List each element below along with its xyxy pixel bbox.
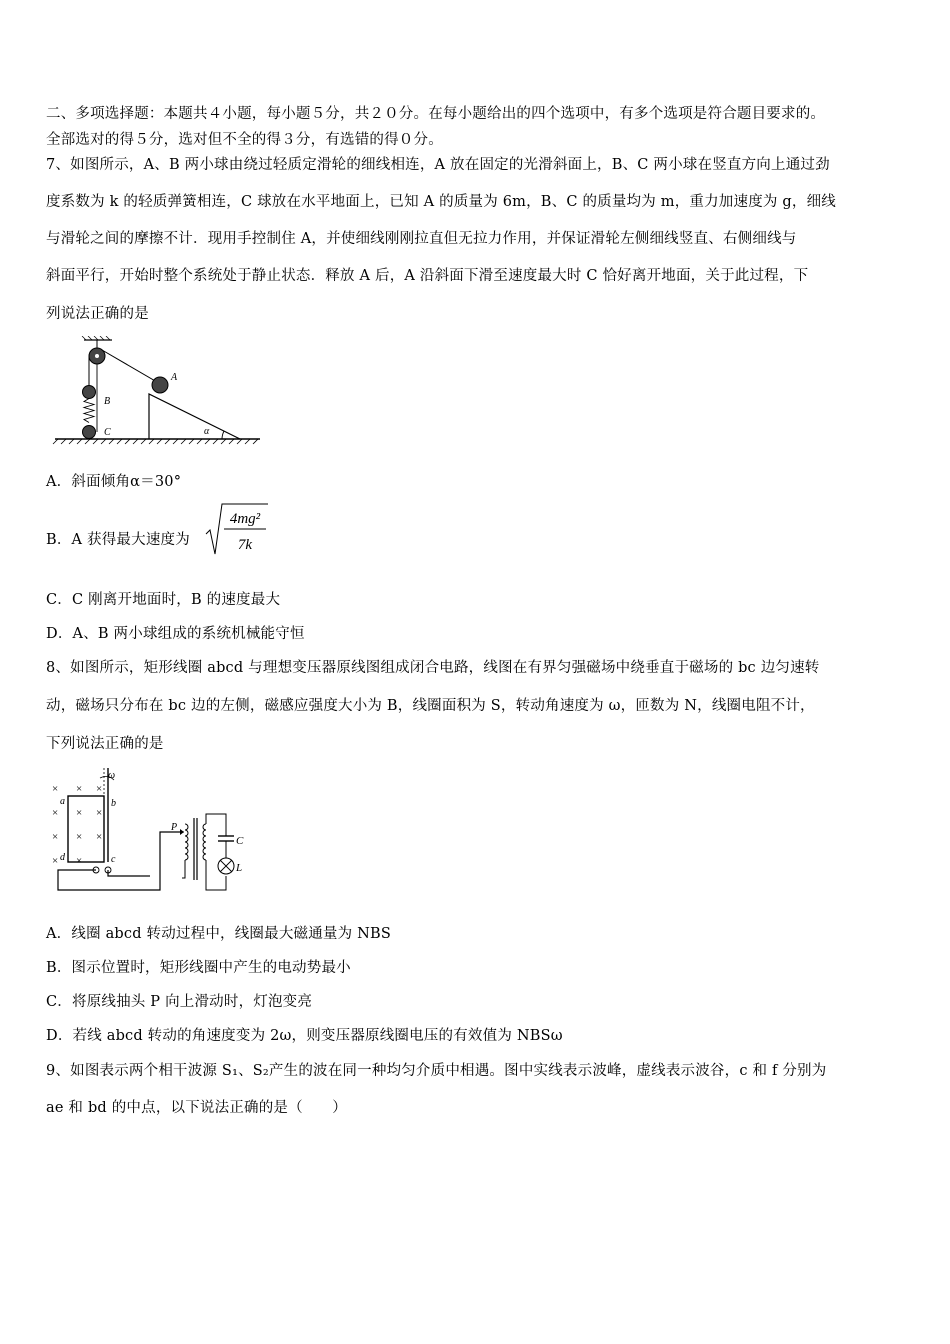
q7-option-b-sqrt-formula (204, 500, 270, 558)
alpha-label: α (204, 426, 210, 437)
formula-denominator: 7k (237, 537, 253, 553)
section-instruction-line-1: 二、多项选择题：本题共４小题，每小题５分，共２０分。在每小题给出的四个选项中，有多个选项是符合题目要求的。 (46, 106, 826, 122)
incline-pulley-figure (50, 336, 265, 448)
svg-text:×: × (76, 855, 83, 867)
corner-b-label: b (111, 798, 116, 809)
q7-option-a: A．斜面倾角α＝30° (46, 474, 182, 490)
q8-option-c: C．将原线抽头 P 向上滑动时，灯泡变亮 (46, 994, 313, 1010)
q8-text-line: 8、如图所示，矩形线圈 abcd 与理想变压器原线图组成闭合电路，线图在有界匀强磁场中绕垂直于磁场的 bc 边匀速转 (46, 660, 820, 676)
corner-c-label: c (111, 854, 116, 865)
q7-text-line: 度系数为 k 的轻质弹簧相连，C 球放在水平地面上，已知 A 的质量为 6m，B、C 的质量均为 m，重力加速度为 g，细线 (46, 194, 836, 210)
spring (84, 399, 94, 423)
svg-text:×: × (96, 783, 103, 795)
q7-option-c: C．C 刚离开地面时，B 的速度最大 (46, 592, 281, 608)
q7-text-line: 斜面平行，开始时整个系统处于静止状态．释放 A 后，A 沿斜面下滑至速度最大时 C 恰好离开地面，关于此过程，下 (46, 268, 809, 284)
svg-text:×: × (96, 831, 103, 843)
q8-text-line: 下列说法正确的是 (46, 736, 164, 752)
tap-p-label: P (171, 822, 178, 833)
ball-a-label: A (171, 372, 178, 383)
q8-option-a: A．线圈 abcd 转动过程中，线圈最大磁通量为 NBS (46, 926, 392, 942)
ball-c-label: C (104, 427, 111, 438)
corner-d-label: d (60, 852, 65, 863)
corner-a-label: a (60, 796, 65, 807)
svg-text:×: × (52, 783, 59, 795)
ball-b-label: B (104, 396, 111, 407)
q9-text-line: ae 和 bd 的中点，以下说法正确的是（ ） (46, 1100, 347, 1116)
capacitor-label: C (236, 835, 244, 847)
lamp-label: L (236, 862, 243, 874)
q7-text-line: 7、如图所示，A、B 两小球由绕过轻质定滑轮的细线相连，A 放在固定的光滑斜面上，B、C 两小球在竖直方向上通过劲 (46, 157, 830, 173)
ball-b (83, 386, 96, 399)
secondary-coil (203, 824, 206, 860)
q8-option-b: B．图示位置时，矩形线圈中产生的电动势最小 (46, 960, 351, 976)
omega-label: ω (108, 770, 116, 781)
coil-abcd (68, 796, 104, 862)
q9-text-line: 9、如图表示两个相干波源 S₁、S₂产生的波在同一种均匀介质中相遇。图中实线表示波峰，虚线表示波谷，c 和 f 分别为 (46, 1063, 827, 1079)
q7-text-line: 与滑轮之间的摩擦不计．现用手控制住 A，并使细线刚刚拉直但无拉力作用，并保证滑轮左侧细线竖直、右侧细线与 (46, 231, 797, 247)
section-instruction-line-2: 全部选对的得５分，选对但不全的得３分，有选错的得０分。 (46, 132, 443, 148)
svg-text:×: × (96, 807, 103, 819)
q7-option-d: D．A、B 两小球组成的系统机械能守恒 (46, 626, 305, 642)
svg-text:×: × (76, 807, 83, 819)
primary-coil (185, 824, 188, 860)
svg-text:×: × (76, 783, 83, 795)
q7-text-line: 列说法正确的是 (46, 306, 149, 322)
q8-option-d: D．若线 abcd 转动的角速度变为 2ω，则变压器原线圈电压的有效值为 NBSω (46, 1028, 563, 1044)
q8-text-line: 动，磁场只分布在 bc 边的左侧，磁感应强度大小为 B，线圈面积为 S，转动角速度为 ω，匝数为 N，线圈电阻不计， (46, 698, 815, 714)
svg-text:×: × (52, 855, 59, 867)
formula-numerator: 4mg² (229, 511, 261, 527)
ball-a (152, 377, 168, 393)
svg-text:×: × (52, 807, 59, 819)
q7-option-b-text: B．A 获得最大速度为 (46, 532, 190, 548)
svg-text:×: × (76, 831, 83, 843)
svg-text:×: × (52, 831, 59, 843)
coil-transformer-figure (50, 766, 255, 896)
ball-c (83, 426, 96, 439)
